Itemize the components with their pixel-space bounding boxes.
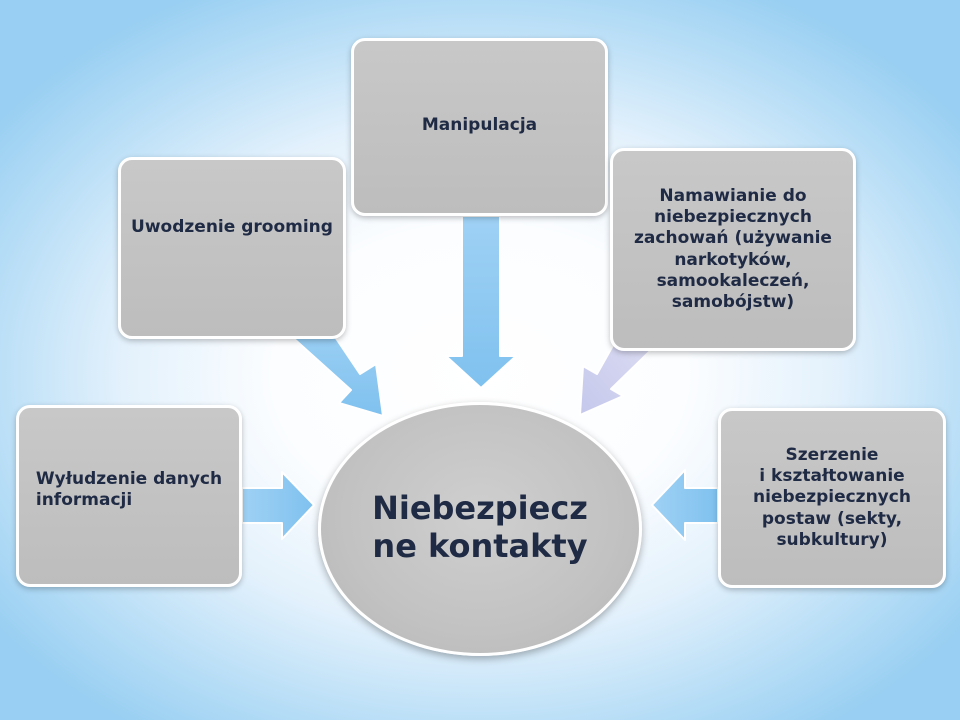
node-wyludzenie (16, 405, 242, 587)
node-wyludzenie-label: Wyłudzenie danych informacji (35, 468, 223, 510)
node-manipulacja-label: Manipulacja (421, 115, 538, 135)
arrow-szerzenie (652, 470, 718, 540)
node-szerzenie (718, 408, 946, 588)
center-node (318, 402, 642, 656)
arrow-wyludzenie (242, 472, 314, 539)
node-uwodzenie (118, 157, 346, 339)
center-node-label: Niebezpiecz ne kontakty (372, 488, 588, 565)
node-manipulacja (351, 38, 608, 216)
arrow-manipulacja (446, 216, 516, 388)
node-uwodzenie-label: Uwodzenie grooming (131, 217, 333, 238)
node-szerzenie-label: Szerzenie i kształtowanie niebezpiecznych postaw (sekty, subkultury) (753, 444, 911, 550)
node-namawianie (610, 148, 856, 351)
node-namawianie-label: Namawianie do niebezpiecznych zachowań (używanie narkotyków, samookaleczeń, samobójstw) (634, 185, 832, 312)
